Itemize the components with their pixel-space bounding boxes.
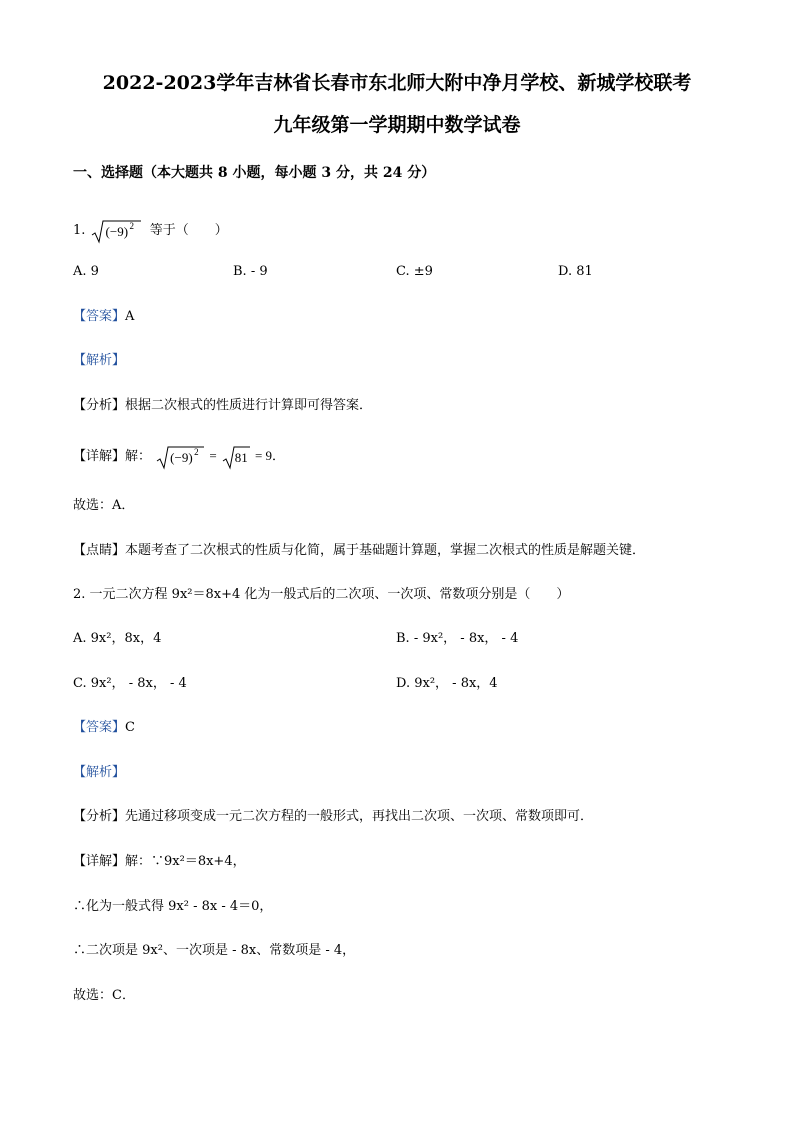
- title-line-1: 2022-2023学年吉林省长春市东北师大附中净月学校、新城学校联考: [102, 72, 692, 94]
- q1-eq-81: 81: [234, 450, 248, 465]
- q2-option-d: D. 9x²， - 8x，4: [396, 676, 498, 691]
- q1-xiangjie: [73, 442, 285, 471]
- q2-answer: [73, 719, 135, 737]
- q2-fenxi: [73, 808, 593, 826]
- q2-choice: 故选：C．: [73, 988, 135, 1003]
- q1-eq-period: ．: [272, 449, 286, 465]
- q2-analysis-tag: 【解析】: [73, 765, 126, 780]
- q1-exponent: 2: [129, 221, 135, 231]
- q1-eq-exponent: 2: [194, 447, 199, 457]
- xiangjie-tag: 【详解】: [73, 854, 126, 869]
- q1-option-c: C. ±9: [396, 264, 433, 279]
- q1-option-d: D. 81: [558, 264, 593, 279]
- fenxi-text: 先通过移项变成一元二次方程的一般形式，再找出二次项、一次项、常数项即可．: [125, 809, 594, 824]
- xiangjie-tag: 【详解】: [73, 449, 126, 465]
- q1-dianjing: [73, 542, 645, 560]
- q2-stem: 2. 一元二次方程 9x²＝8x+4 化为一般式后的二次项、一次项、常数项分别是（ ）: [73, 587, 570, 602]
- q2-xiangjie: [73, 853, 246, 871]
- dianjing-text: 本题考查了二次根式的性质与化简，属于基础题计算题，掌握二次根式的性质是解题关键．: [125, 543, 646, 558]
- q1-stem-suffix: 等于（ ）: [149, 223, 228, 239]
- q1-number: 1.: [73, 223, 86, 239]
- fenxi-tag: 【分析】: [73, 809, 126, 824]
- q1-eq-sqrt: [155, 442, 205, 471]
- fenxi-tag: 【分析】: [73, 398, 126, 413]
- answer-value: A: [125, 309, 135, 324]
- q1-analysis-tag: 【解析】: [73, 353, 126, 368]
- dianjing-tag: 【点睛】: [73, 543, 126, 558]
- section-heading: 一、选择题（本大题共 8 小题，每小题 3 分，共 24 分）: [73, 165, 436, 181]
- xiangjie-text: 解：∵9x²＝8x+4，: [125, 854, 246, 869]
- q2-option-b: B. - 9x²， - 8x， - 4: [396, 631, 519, 646]
- q1-eq-sqrt-81: [221, 442, 251, 471]
- q1-eq-equals: =: [209, 448, 217, 464]
- xiangjie-prefix: 解：: [125, 449, 152, 465]
- q2-step-1: ∴化为一般式得 9x² - 8x - 4＝0，: [73, 899, 273, 914]
- fenxi-text: 根据二次根式的性质进行计算即可得答案．: [125, 398, 373, 413]
- q1-eq-radicand: (−9): [170, 450, 193, 465]
- q2-option-a: A. 9x²，8x，4: [73, 631, 162, 646]
- q1-option-b: B. - 9: [233, 264, 268, 279]
- q1-fenxi: [73, 397, 372, 415]
- q1-sqrt-expression: [90, 216, 142, 245]
- q1-eq-result: = 9: [254, 448, 273, 464]
- q1-answer: [73, 308, 134, 326]
- q1-stem: [73, 216, 228, 245]
- answer-tag: 【答案】: [73, 720, 126, 735]
- q2-option-c: C. 9x²， - 8x， - 4: [73, 676, 187, 691]
- q1-choice: 故选：A．: [73, 498, 135, 513]
- q1-radicand: (−9): [105, 224, 129, 239]
- q2-step-2: ∴二次项是 9x²、一次项是 - 8x、常数项是 - 4，: [73, 943, 356, 958]
- q1-option-a: A. 9: [73, 264, 99, 279]
- answer-value: C: [125, 720, 135, 735]
- title-line-2: 九年级第一学期期中数学试卷: [273, 114, 521, 136]
- answer-tag: 【答案】: [73, 309, 126, 324]
